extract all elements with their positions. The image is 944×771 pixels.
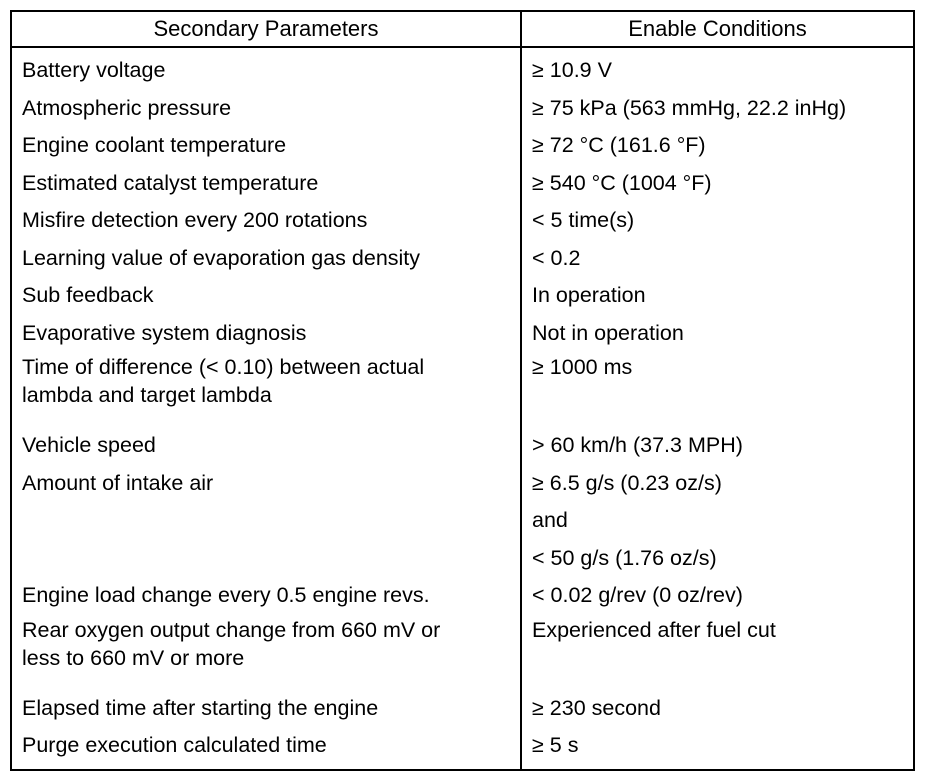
- parameter-cell: Sub feedback: [22, 283, 154, 307]
- parameter-cell: Engine coolant temperature: [22, 133, 287, 157]
- condition-cell: ≥ 5 s: [532, 733, 579, 757]
- condition-cell: ≥ 230 second: [532, 695, 661, 720]
- parameter-cell: Rear oxygen output change from 660 mV or: [22, 617, 441, 642]
- table-header: [12, 12, 913, 48]
- condition-cell: ≥ 10.9 V: [532, 58, 612, 82]
- condition-cell-continued: and: [532, 508, 568, 532]
- parameter-cell: Engine load change every 0.5 engine revs.: [22, 583, 430, 607]
- condition-cell: ≥ 6.5 g/s (0.23 oz/s): [532, 470, 722, 495]
- parameter-cell: Time of difference (< 0.10) between actual: [22, 355, 425, 379]
- condition-cell: ≥ 1000 ms: [532, 355, 633, 379]
- header-secondary-parameters: Secondary Parameters: [12, 12, 522, 46]
- condition-cell: ≥ 72 °C (161.6 °F): [532, 133, 706, 157]
- parameter-cell: Learning value of evaporation gas density: [22, 245, 421, 270]
- parameter-cell-continued: [22, 540, 520, 578]
- parameter-cell-continued: lambda and target lambda: [22, 383, 272, 407]
- parameter-cell: Estimated catalyst temperature: [22, 170, 319, 195]
- condition-cell: < 0.02 g/rev (0 oz/rev): [532, 583, 743, 607]
- parameter-cell: Misfire detection every 200 rotations: [22, 208, 368, 232]
- condition-cell: In operation: [532, 283, 646, 307]
- condition-cell-continued: [532, 646, 913, 690]
- parameters-column: [12, 48, 522, 769]
- condition-cell: < 0.2: [532, 245, 581, 270]
- condition-cell: ≥ 540 °C (1004 °F): [532, 170, 712, 195]
- conditions-column: [522, 48, 913, 769]
- parameter-cell: Vehicle speed: [22, 433, 156, 457]
- parameter-cell-continued: [22, 502, 520, 540]
- parameter-cell: Evaporative system diagnosis: [22, 320, 307, 345]
- condition-cell: > 60 km/h (37.3 MPH): [532, 433, 743, 457]
- condition-cell: ≥ 75 kPa (563 mmHg, 22.2 inHg): [532, 95, 847, 120]
- header-enable-conditions: Enable Conditions: [628, 16, 807, 41]
- condition-cell-continued: [532, 383, 913, 427]
- condition-cell: < 5 time(s): [532, 208, 635, 232]
- enable-conditions-table: [10, 10, 915, 771]
- condition-cell-continued: < 50 g/s (1.76 oz/s): [532, 545, 717, 570]
- parameter-cell: Amount of intake air: [22, 470, 214, 495]
- table-body: [12, 48, 913, 769]
- condition-cell: Not in operation: [532, 320, 684, 345]
- parameter-cell-continued: less to 660 mV or more: [22, 645, 245, 670]
- condition-cell: Experienced after fuel cut: [532, 617, 776, 642]
- parameter-cell: Purge execution calculated time: [22, 733, 327, 757]
- parameter-cell: Atmospheric pressure: [22, 95, 232, 120]
- parameter-cell: Battery voltage: [22, 58, 166, 82]
- parameter-cell: Elapsed time after starting the engine: [22, 695, 379, 720]
